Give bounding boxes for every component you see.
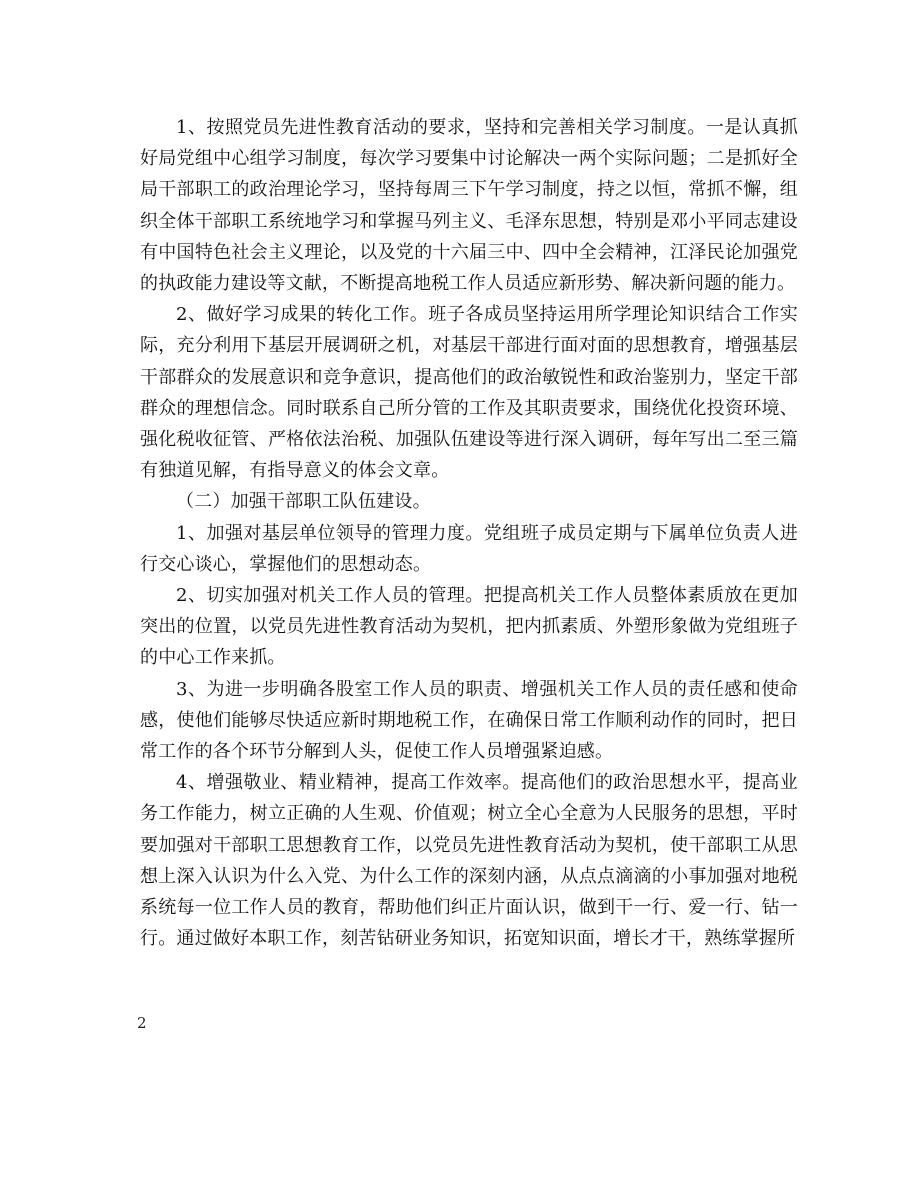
paragraph-study-system: 1、按照党员先进性教育活动的要求，坚持和完善相关学习制度。一是认真抓好局党组中心组学习制度，每次学习要集中讨论解决一两个实际问题；二是抓好全局干部职工的政治理论学习，坚持每周三下午学习制度，持之以恒，常抓不懈，组织全体干部职工系统地学习和掌握马列主义、毛泽东思想，特别是邓小平同志建设有中国特色社会主义理论，以及党的十六届三中、四中全会精神，江泽民论加强党的执政能力建设等文献，不断提高地税工作人员适应新形势、解决新问题的能力。 <box>140 117 798 295</box>
paragraph-study-results: 2、做好学习成果的转化工作。班子各成员坚持运用所学理论知识结合工作实际，充分利用下基层开展调研之机，对基层干部进行面对面的思想教育，增强基层干部群众的发展意识和竞争意识，提高他们的政治敏锐性和政治鉴别力，坚定干部群众的理想信念。同时联系自己所分管的工作及其职责要求，围绕优化投资环境、强化税收征管、严格依法治税、加强队伍建设等进行深入调研，每年写出二至三篇有独道见解，有指导意义的体会文章。 <box>140 304 798 482</box>
document-body <box>140 112 798 954</box>
paragraph-responsibilities: 3、为进一步明确各股室工作人员的职责、增强机关工作人员的责任感和使命感，使他们能够尽快适应新时期地税工作，在确保日常工作顺利动作的同时，把日常工作的各个环节分解到人头，促使工作人员增强紧迫感。 <box>140 678 798 763</box>
section-heading-team-building: （二）加强干部职工队伍建设。 <box>176 491 431 513</box>
page-number: 2 <box>137 1014 147 1032</box>
paragraph-work-efficiency: 4、增强敬业、精业精神，提高工作效率。提高他们的政治思想水平，提高业务工作能力，树立正确的人生观、价值观；树立全心全意为人民服务的思想，平时要加强对干部职工思想教育工作，以党员先进性教育活动为契机，使干部职工从思想上深入认识为什么入党、为什么工作的深刻内涵，从点点滴滴的小事加强对地税系统每一位工作人员的教育，帮助他们纠正片面认识，做到干一行、爱一行、钻一行。通过做好本职工作，刻苦钻研业务知识，拓宽知识面，增长才干，熟练掌握所 <box>140 772 798 950</box>
paragraph-staff-management: 2、切实加强对机关工作人员的管理。把提高机关工作人员整体素质放在更加突出的位置，以党员先进性教育活动为契机，把内抓素质、外塑形象做为党组班子的中心工作来抓。 <box>140 585 798 669</box>
paragraph-grassroots-management: 1、加强对基层单位领导的管理力度。党组班子成员定期与下属单位负责人进行交心谈心，掌握他们的思想动态。 <box>140 522 798 575</box>
